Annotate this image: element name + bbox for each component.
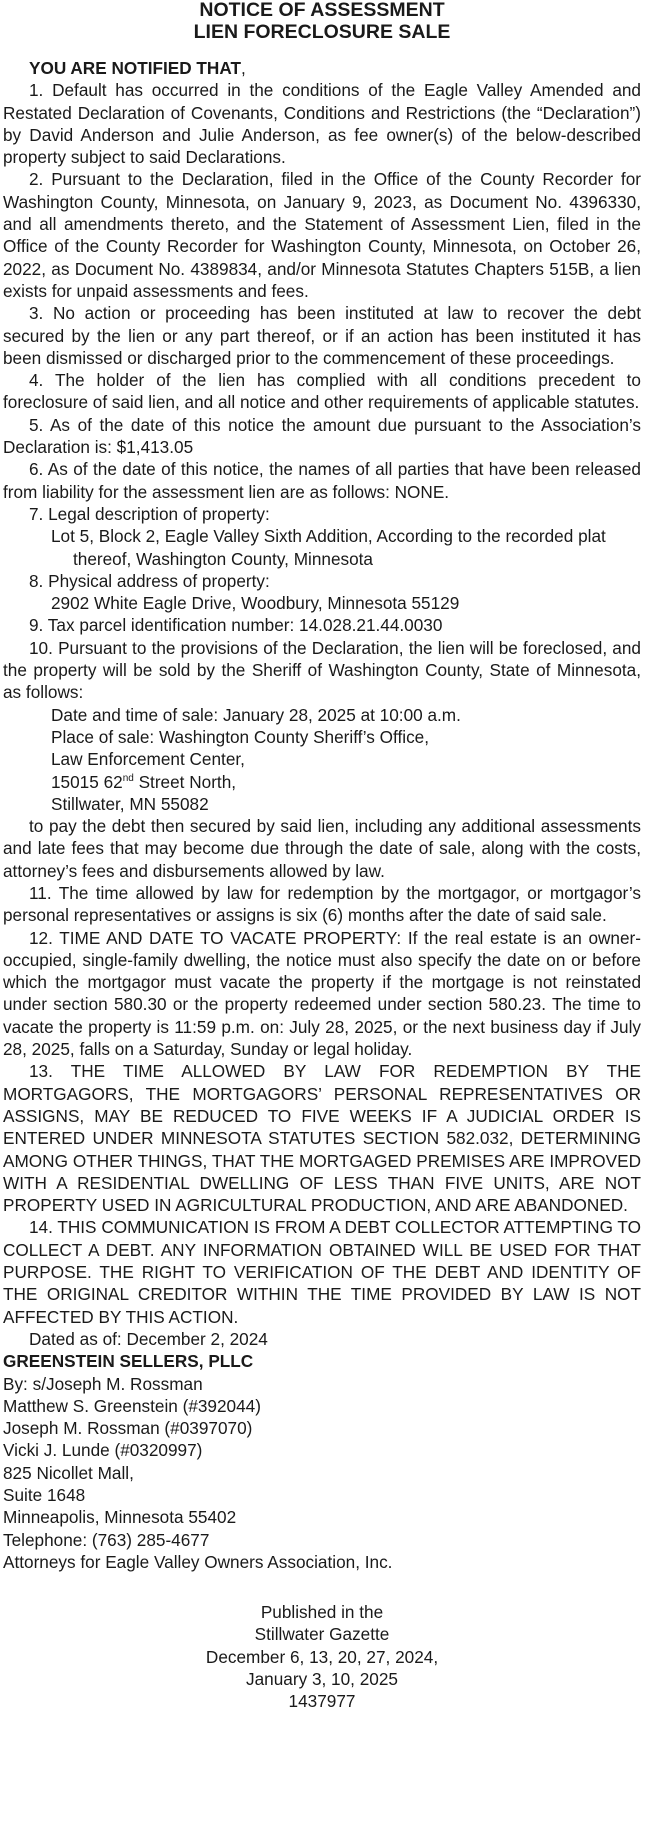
attorney-1: Matthew S. Greenstein (#392044) [3,1395,261,1416]
notified-text: YOU ARE NOTIFIED THAT [29,58,241,78]
notice-header [3,0,641,43]
legal-description: Lot 5, Block 2, Eagle Valley Sixth Addition, According to the recorded plat thereof, Washington County, Minnesota [51,526,606,569]
paragraph-2: 2. Pursuant to the Declaration, filed in the Office of the County Recorder for Washington County, Minnesota, on January 9, 2023, as Document No. 4396330, and all amendments thereto, and the Statement of Assessment Lien, filed in the Office of the County Recorder for Washington County, Minnesota, on October 26, 2022, as Document No. 4389834, and/or Minnesota Statutes Chapters 515B, a lien exists for unpaid assessments and fees. [3,169,641,301]
sale-street-number: 15015 62 [51,771,123,792]
attorney-3: Vicki J. Lunde (#0320997) [3,1440,203,1461]
notice-title-line2: LIEN FORECLOSURE SALE [193,20,451,43]
paragraph-7: 7. Legal description of property: [29,503,270,524]
paragraph-9: 9. Tax parcel identification number: 14.028.21.44.0030 [29,615,443,636]
sale-street [51,771,641,793]
address-line-1: 825 Nicollet Mall, [3,1462,134,1483]
paragraph-6: 6. As of the date of this notice, the names of all parties that have been released from liability for the assessment lien are as follows: NONE. [3,459,641,502]
sale-place: Place of sale: Washington County Sheriff’s Office, [51,726,429,747]
law-firm-name: GREENSTEIN SELLERS, PLLC [3,1351,254,1372]
sale-date: Date and time of sale: January 28, 2025 at 10:00 a.m. [51,704,461,725]
paragraph-5: 5. As of the date of this notice the amount due pursuant to the Association’s Declaration is: $1,413.05 [3,414,641,458]
attorney-2: Joseph M. Rossman (#0397070) [3,1418,253,1439]
publication-line-3: December 6, 13, 20, 27, 2024, [205,1646,439,1667]
sale-street-name: Street North, [133,771,237,792]
paragraph-10: 10. Pursuant to the provisions of the Declaration, the lien will be foreclosed, and the property will be sold by the Sheriff of Washington County, State of Minnesota, as follows: [3,637,641,703]
signed-by: By: s/Joseph M. Rossman [3,1373,203,1394]
telephone: Telephone: (763) 285-4677 [3,1529,210,1550]
paragraph-4: 4. The holder of the lien has complied with all conditions precedent to foreclosure of said lien, and all notice and other requirements of applicable statutes. [3,370,641,413]
paragraph-8: 8. Physical address of property: [29,570,270,591]
sale-city: Stillwater, MN 55082 [51,793,209,814]
paragraph-10-tail: to pay the debt then secured by said lien, including any additional assessments and late fees that may become due through the date of sale, along with the costs, attorney’s fees and disbursements allowed by law. [3,816,641,881]
dated-line: Dated as of: December 2, 2024 [29,1328,268,1349]
notice-title-line1: NOTICE OF ASSESSMENT [199,0,445,21]
paragraph-12: 12. TIME AND DATE TO VACATE PROPERTY: If the real estate is an owner-occupied, single-family dwelling, the notice must also specify the date on or before which the mortgagor must vacate the property if the mortgage is not reinstated under section 580.30 or the property redeemed under section 580.23. The time to vacate the property is 11:59 p.m. on: July 28, 2025, or the next business day if July 28, 2025, falls on a Saturday, Sunday or legal holiday. [3,927,641,1060]
paragraph-1: 1. Default has occurred in the conditions of the Eagle Valley Amended and Restated Declaration of Covenants, Conditions and Restrictions (the “Declaration”) by David Anderson and Julie Anderson, as fee owner(s) of the below-described property subject to said Declarations. [3,80,641,168]
paragraph-13: 13. THE TIME ALLOWED BY LAW FOR REDEMPTION BY THE MORTGAGORS, THE MORTGAGORS’ PERSONAL REPRESENTATIVES OR ASSIGNS, MAY BE REDUCED TO FIVE WEEKS IF A JUDICIAL ORDER IS ENTERED UNDER MINNESOTA STATUTES SECTION 582.032, DETERMINING AMONG OTHER THINGS, THAT THE MORTGAGED PREMISES ARE IMPROVED WITH A RESIDENTIAL DWELLING OF LESS THAN FIVE UNITS, ARE NOT PROPERTY USED IN AGRICULTURAL PRODUCTION, AND ARE ABANDONED. [3,1061,641,1216]
signature-block [3,1328,641,1573]
paragraph-3: 3. No action or proceeding has been instituted at law to recover the debt secured by the lien or any part thereof, or if an action has been instituted it has been dismissed or discharged prior to the commencement of these proceedings. [3,303,641,368]
sale-details [3,704,641,815]
publication-line-1: Published in the [260,1602,384,1623]
paragraph-11: 11. The time allowed by law for redemption by the mortgagor, or mortgagor’s personal representatives or assigns is six (6) months after the date of said sale. [3,882,641,926]
publication-id: 1437977 [288,1691,356,1712]
address-line-3: Minneapolis, Minnesota 55402 [3,1507,237,1528]
notified-heading [29,57,641,79]
paragraph-14: 14. THIS COMMUNICATION IS FROM A DEBT COLLECTOR ATTEMPTING TO COLLECT A DEBT. ANY INFORMATION OBTAINED WILL BE USED FOR THAT PURPOSE. THE RIGHT TO VERIFICATION OF THE DEBT AND IDENTITY OF THE ORIGINAL CREDITOR WITHIN THE TIME PROVIDED BY LAW IS NOT AFFECTED BY THIS ACTION. [3,1217,641,1327]
address-line-2: Suite 1648 [3,1485,86,1505]
sale-street-ordinal: nd [122,772,134,784]
physical-address: 2902 White Eagle Drive, Woodbury, Minnesota 55129 [51,593,460,614]
notified-comma: , [240,58,246,78]
publication-line-4: January 3, 10, 2025 [246,1669,398,1690]
publication-line-2: Stillwater Gazette [254,1624,390,1645]
sale-center: Law Enforcement Center, [51,749,245,770]
publication-block [3,1601,641,1712]
attorney-role: Attorneys for Eagle Valley Owners Association, Inc. [3,1551,393,1572]
